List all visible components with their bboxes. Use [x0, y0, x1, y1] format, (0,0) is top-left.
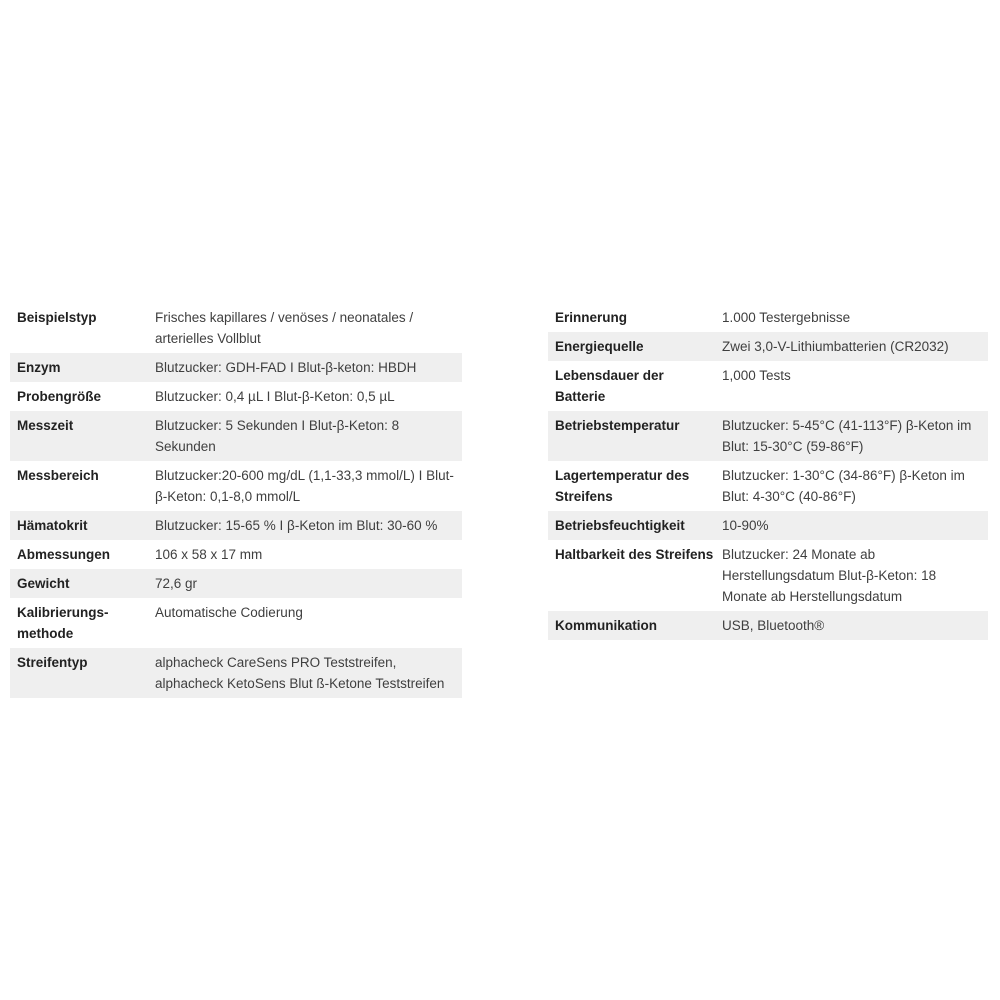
row-betriebstemperatur	[548, 411, 988, 461]
spec-value: USB, Bluetooth®	[722, 618, 825, 633]
spec-value: 1,000 Tests	[722, 368, 791, 383]
spec-value: Blutzucker:20-600 mg/dL (1,1-33,3 mmol/L) I Blut-β-Keton: 0,1-8,0 mmol/L	[155, 468, 454, 504]
row-energiequelle	[548, 332, 988, 361]
row-kalibrierungsmethode	[10, 598, 462, 648]
spec-label: Erinnerung	[555, 310, 628, 325]
spec-label: Hämatokrit	[17, 518, 88, 533]
spec-label: Gewicht	[17, 576, 70, 591]
spec-value: Blutzucker: 5-45°C (41-113°F) β-Keton im Blut: 15-30°C (59-86°F)	[722, 418, 972, 454]
spec-label: Messzeit	[17, 418, 74, 433]
row-lebensdauer-batterie	[548, 361, 988, 411]
spec-value: Frisches kapillares / venöses / neonatales / arterielles Vollblut	[155, 310, 414, 346]
spec-label: Enzym	[17, 360, 61, 375]
specs-table-right	[548, 303, 988, 640]
row-lagertemperatur-streifens	[548, 461, 988, 511]
spec-value: 1.000 Testergebnisse	[722, 310, 851, 325]
spec-value: alphacheck CareSens PRO Teststreifen, alphacheck KetoSens Blut ß-Ketone Teststreifen	[155, 655, 445, 691]
spec-value: Blutzucker: 5 Sekunden I Blut-β-Keton: 8 Sekunden	[155, 418, 400, 454]
row-messbereich	[10, 461, 462, 511]
spec-label: Kommunikation	[555, 618, 658, 633]
spec-label: Abmessungen	[17, 547, 111, 562]
row-beispielstyp	[10, 303, 462, 353]
spec-label: Beispielstyp	[17, 310, 97, 325]
spec-label: Kalibrierungs-methode	[17, 605, 109, 641]
spec-label: Betriebsfeuchtigkeit	[555, 518, 685, 533]
spec-value: Blutzucker: 24 Monate ab Herstellungsdatum Blut-β-Keton: 18 Monate ab Herstellungsdatum	[722, 547, 937, 604]
row-betriebsfeuchtigkeit	[548, 511, 988, 540]
spec-value: 72,6 gr	[155, 576, 198, 591]
spec-label: Lebensdauer der Batterie	[555, 368, 664, 404]
spec-label: Probengröße	[17, 389, 102, 404]
spec-value: Blutzucker: 15-65 % I β-Keton im Blut: 30-60 %	[155, 518, 438, 533]
row-enzym	[10, 353, 462, 382]
spec-value: Blutzucker: 0,4 µL I Blut-β-Keton: 0,5 µL	[155, 389, 395, 404]
spec-value: 10-90%	[722, 518, 769, 533]
row-haematokrit	[10, 511, 462, 540]
spec-label: Messbereich	[17, 468, 99, 483]
spec-value: 106 x 58 x 17 mm	[155, 547, 263, 562]
spec-value: Blutzucker: 1-30°C (34-86°F) β-Keton im Blut: 4-30°C (40-86°F)	[722, 468, 965, 504]
spec-value: Blutzucker: GDH-FAD I Blut-β-keton: HBDH	[155, 360, 417, 375]
specs-table-left	[10, 303, 462, 698]
row-probengroesse	[10, 382, 462, 411]
spec-label: Lagertemperatur des Streifens	[555, 468, 690, 504]
spec-value: Zwei 3,0-V-Lithiumbatterien (CR2032)	[722, 339, 949, 354]
row-streifentyp	[10, 648, 462, 698]
row-haltbarkeit-streifens	[548, 540, 988, 611]
row-gewicht	[10, 569, 462, 598]
spec-label: Betriebstemperatur	[555, 418, 680, 433]
row-kommunikation	[548, 611, 988, 640]
row-abmessungen	[10, 540, 462, 569]
spec-value: Automatische Codierung	[155, 605, 303, 620]
spec-label: Streifentyp	[17, 655, 88, 670]
spec-label: Energiequelle	[555, 339, 644, 354]
row-erinnerung	[548, 303, 988, 332]
row-messzeit	[10, 411, 462, 461]
spec-label: Haltbarkeit des Streifens	[555, 547, 714, 562]
